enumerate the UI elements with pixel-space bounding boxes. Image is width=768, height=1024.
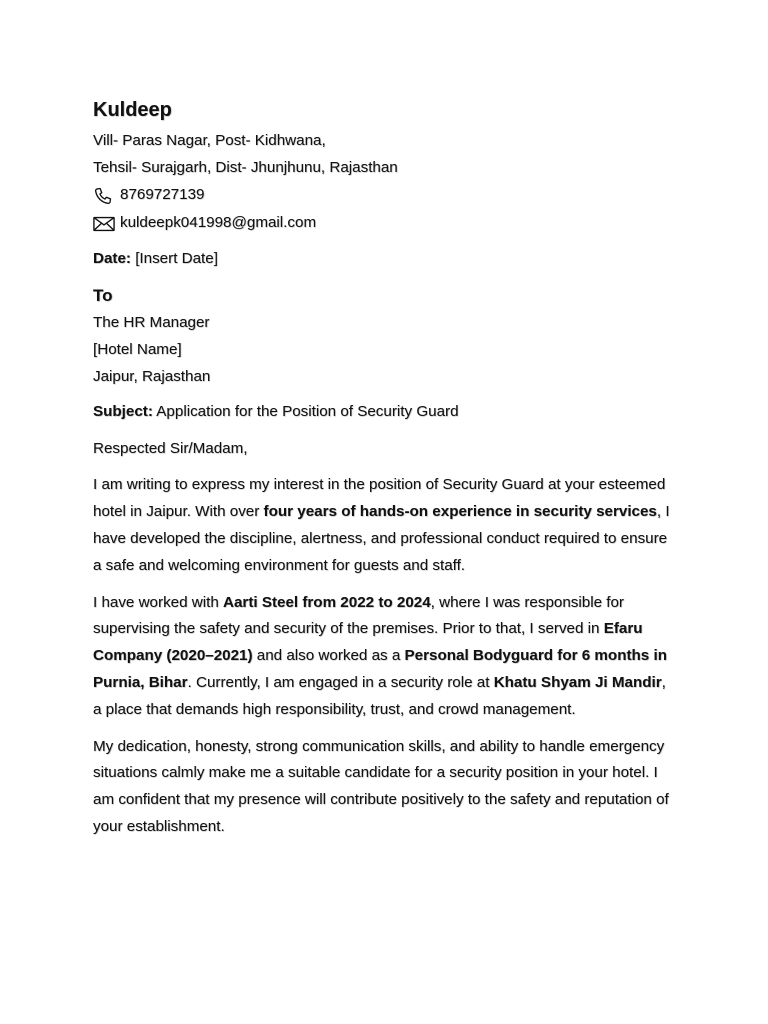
paragraph-3: My dedication, honesty, strong communication skills, and ability to handle emergency situations calmly make me a suitable candidate for a security position in your hotel. I am confident that my presence will contribute positively to the safety and reputation of your establishment.: [93, 737, 669, 835]
p1-text-1: I am writing to express my interest in the position of Security Guard at your esteemed hotel in Jaipur. With over: [93, 476, 666, 521]
cover-letter: [93, 96, 678, 841]
address-line-2: Tehsil- Surajgarh, Dist- Jhunjhunu, Rajasthan: [93, 158, 398, 176]
email-row: [93, 210, 678, 238]
p2-text-5: , a place that demands high responsibility, trust, and crowd management.: [93, 673, 666, 718]
recipient-line-2: [Hotel Name]: [93, 341, 182, 359]
phone-icon: [93, 186, 115, 206]
paragraph-1: [93, 472, 678, 579]
p2-text-2: , where I was responsible for supervising the safety and security of the premises. Prior to that, I served in: [93, 593, 624, 638]
p2-text-1: I have worked with: [93, 593, 223, 611]
p2-bold-4: Khatu Shyam Ji Mandir: [493, 673, 662, 691]
p2-bold-3: Personal Bodyguard for 6 months in Purnia, Bihar: [93, 647, 667, 691]
date-value: [Insert Date]: [130, 249, 218, 267]
paragraph-2: [93, 590, 678, 724]
p1-bold-1: four years of hands-on experience in security services: [263, 503, 657, 521]
subject-label: Subject:: [93, 402, 153, 420]
recipient-line-1: The HR Manager: [93, 314, 210, 332]
phone-number: 8769727139: [120, 186, 205, 204]
subject-value: Application for the Position of Security Guard: [152, 402, 459, 420]
salutation: Respected Sir/Madam,: [93, 439, 248, 457]
p1-text-2: , I have developed the discipline, alertness, and professional conduct required to ensure a safe and welcoming environment for guests and staff.: [93, 503, 670, 574]
phone-row: [93, 182, 678, 210]
sender-name: Kuldeep: [93, 99, 172, 121]
p2-text-4: . Currently, I am engaged in a security role at: [187, 673, 494, 691]
date-label: Date:: [93, 249, 131, 267]
recipient-line-3: Jaipur, Rajasthan: [93, 367, 211, 385]
mail-icon: [93, 214, 115, 234]
address-line-1: Vill- Paras Nagar, Post- Kidhwana,: [93, 132, 326, 149]
date-line: [93, 246, 678, 273]
p2-text-3: and also worked as a: [252, 647, 405, 665]
p2-bold-2: Efaru Company (2020–2021): [93, 620, 643, 665]
subject-line: [93, 399, 678, 426]
recipient-heading: To: [93, 286, 113, 306]
email-address: kuldeepk041998@gmail.com: [120, 214, 317, 232]
p2-bold-1: Aarti Steel from 2022 to 2024: [223, 593, 431, 611]
